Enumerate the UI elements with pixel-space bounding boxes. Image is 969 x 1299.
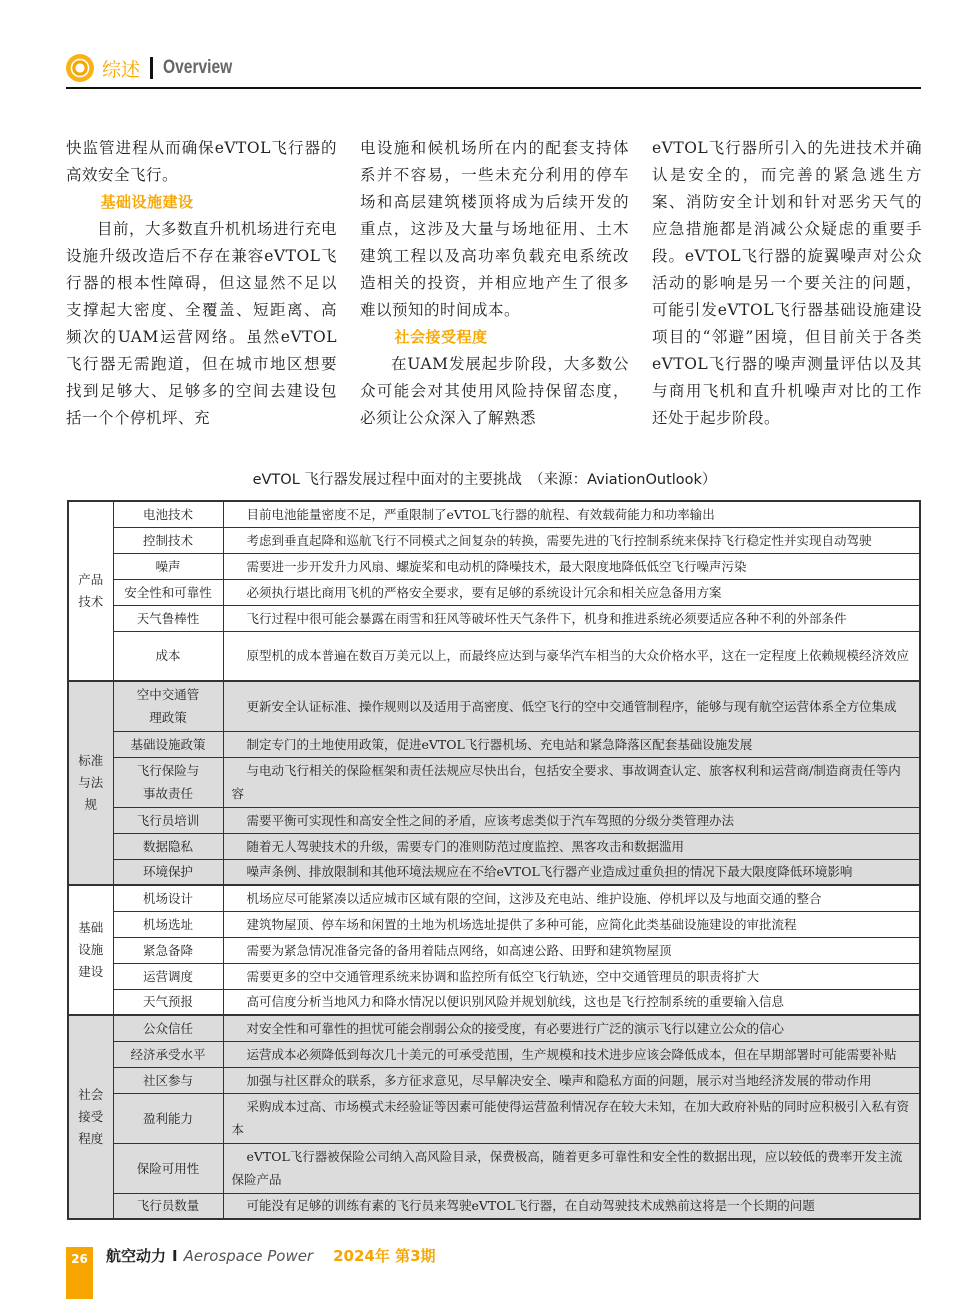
category-cell: 天气鲁棒性 bbox=[113, 605, 223, 631]
description-cell: 需要进一步开发升力风扇、螺旋桨和电动机的降噪技术，最大限度地降低低空飞行噪声污染 bbox=[223, 553, 920, 579]
paragraph: 快监管进程从而确保eVTOL飞行器的高效安全飞行。 bbox=[66, 139, 337, 184]
category-cell: 安全性和可靠性 bbox=[113, 579, 223, 605]
group-cell: 社会接受程度 bbox=[68, 1015, 113, 1219]
paragraph: 电设施和候机场所在内的配套支持体系并不容易，一些未充分利用的停车场和高层建筑楼顶将成为后续开发的重点，这涉及大量与场地征用、土木建筑工程以及高功率负载充电系统改造相关的投资，并相应地产生了很多难以预知的时间成本。 bbox=[360, 139, 629, 319]
table-row bbox=[68, 631, 920, 681]
category-cell: 空中交通管理政策 bbox=[113, 681, 223, 731]
category-cell: 紧急备降 bbox=[113, 937, 223, 963]
journal-sep: I bbox=[172, 1247, 178, 1265]
table-row bbox=[68, 527, 920, 553]
journal-name-en: Aerospace Power bbox=[183, 1247, 314, 1265]
section-header bbox=[66, 52, 248, 84]
group-cell: 基础设施建设 bbox=[68, 885, 113, 1015]
category-cell: 成本 bbox=[113, 631, 223, 681]
description-cell: 采购成本过高、市场模式未经验证等因素可能使得运营盈利情况存在较大未知，在加大政府补贴的同时应积极引入私有资本 bbox=[223, 1093, 920, 1143]
table-row bbox=[68, 553, 920, 579]
table-row bbox=[68, 1093, 920, 1143]
description-cell: 需要更多的空中交通管理系统来协调和监控所有低空飞行轨迹，空中交通管理员的职责将扩大 bbox=[223, 963, 920, 989]
challenges-table bbox=[67, 500, 921, 1220]
category-cell: 公众信任 bbox=[113, 1015, 223, 1041]
table-row bbox=[68, 757, 920, 807]
description-cell: 对安全性和可靠性的担忧可能会削弱公众的接受度，有必要进行广泛的演示飞行以建立公众的信心 bbox=[223, 1015, 920, 1041]
table-row bbox=[68, 501, 920, 527]
category-cell: 飞行员培训 bbox=[113, 807, 223, 833]
table-row bbox=[68, 833, 920, 859]
category-cell: 盈利能力 bbox=[113, 1093, 223, 1143]
description-cell: 建筑物屋顶、停车场和闲置的土地为机场选址提供了多种可能，应简化此类基础设施建设的审批流程 bbox=[223, 911, 920, 937]
category-cell: 控制技术 bbox=[113, 527, 223, 553]
description-cell: 考虑到垂直起降和巡航飞行不同模式之间复杂的转换，需要先进的飞行控制系统来保持飞行稳定性并实现自动驾驶 bbox=[223, 527, 920, 553]
text-column-2 bbox=[360, 135, 629, 432]
table-row bbox=[68, 1015, 920, 1041]
table-row bbox=[68, 1067, 920, 1093]
description-cell: 更新安全认证标准、操作规则以及适用于高密度、低空飞行的空中交通管制程序，能够与现有航空运营体系全方位集成 bbox=[223, 681, 920, 731]
table-row bbox=[68, 731, 920, 757]
description-cell: 机场应尽可能紧凑以适应城市区域有限的空间，这涉及充电站、维护设施、停机坪以及与地面交通的整合 bbox=[223, 885, 920, 911]
description-cell: 目前电池能量密度不足，严重限制了eVTOL飞行器的航程、有效载荷能力和功率输出 bbox=[223, 501, 920, 527]
category-cell: 飞行员数量 bbox=[113, 1193, 223, 1219]
description-cell: 原型机的成本普遍在数百万美元以上，而最终应达到与豪华汽车相当的大众价格水平，这在一定程度上依赖规模经济效应 bbox=[223, 631, 920, 681]
description-cell: 运营成本必须降低到每次几十美元的可承受范围，生产规模和技术进步应该会降低成本，但在早期部署时可能需要补贴 bbox=[223, 1041, 920, 1067]
category-cell: 基础设施政策 bbox=[113, 731, 223, 757]
table-row bbox=[68, 885, 920, 911]
table-row bbox=[68, 1193, 920, 1219]
table-row bbox=[68, 579, 920, 605]
category-cell: 保险可用性 bbox=[113, 1143, 223, 1193]
description-cell: 需要平衡可实现性和高安全性之间的矛盾，应该考虑类似于汽车驾照的分级分类管理办法 bbox=[223, 807, 920, 833]
description-cell: 飞行过程中很可能会暴露在雨雪和狂风等破坏性天气条件下，机身和推进系统必须要适应各种不利的外部条件 bbox=[223, 605, 920, 631]
text-column-1 bbox=[66, 135, 337, 432]
section-title-cn: 综述 bbox=[102, 58, 141, 81]
subheading: 社会接受程度 bbox=[394, 328, 488, 346]
category-cell: 电池技术 bbox=[113, 501, 223, 527]
table-row bbox=[68, 1041, 920, 1067]
table-row bbox=[68, 989, 920, 1015]
group-cell: 产品技术 bbox=[68, 501, 113, 681]
paragraph: eVTOL飞行器所引入的先进技术并确认是安全的，而完善的紧急逃生方案、消防安全计划和针对恶劣天气的应急措施都是消减公众疑虑的重要手段。eVTOL飞行器的旋翼噪声对公众活动的影响是另一个要关注的问题，可能引发eVTOL飞行器基础设施建设项目的“邻避”困境，但目前关于各类eVTOL飞行器的噪声测量评估以及其与商用飞机和直升机噪声对比的工作还处于起步阶段。 bbox=[652, 139, 922, 427]
category-cell: 机场选址 bbox=[113, 911, 223, 937]
table-title: eVTOL 飞行器发展过程中面对的主要挑战 （来源：AviationOutlook） bbox=[252, 472, 717, 488]
table-row bbox=[68, 681, 920, 731]
category-cell: 机场设计 bbox=[113, 885, 223, 911]
description-cell: 随着无人驾驶技术的升级，需要专门的准则防范过度监控、黑客攻击和数据滥用 bbox=[223, 833, 920, 859]
footer bbox=[106, 1245, 436, 1266]
group-cell: 标准与法规 bbox=[68, 681, 113, 885]
category-cell: 数据隐私 bbox=[113, 833, 223, 859]
subheading: 基础设施建设 bbox=[100, 193, 194, 211]
category-cell: 天气预报 bbox=[113, 989, 223, 1015]
description-cell: eVTOL飞行器被保险公司纳入高风险目录，保费极高，随着更多可靠性和安全性的数据出现，应以较低的费率开发主流保险产品 bbox=[223, 1143, 920, 1193]
category-cell: 飞行保险与事故责任 bbox=[113, 757, 223, 807]
description-cell: 制定专门的土地使用政策，促进eVTOL飞行器机场、充电站和紧急降落区配套基础设施发展 bbox=[223, 731, 920, 757]
category-cell: 运营调度 bbox=[113, 963, 223, 989]
table-row bbox=[68, 807, 920, 833]
description-cell: 加强与社区群众的联系，多方征求意见，尽早解决安全、噪声和隐私方面的问题，展示对当地经济发展的带动作用 bbox=[223, 1067, 920, 1093]
category-cell: 环境保护 bbox=[113, 859, 223, 885]
table-row bbox=[68, 1143, 920, 1193]
paragraph: 目前，大多数直升机机场进行充电设施升级改造后不存在兼容eVTOL飞行器的根本性障碍，但这显然不足以支撑起大密度、全覆盖、短距离、高频次的UAM运营网络。虽然eVTOL飞行器无需跑道，但在城市地区想要找到足够大、足够多的空间去建设包括一个个停机坪、充 bbox=[66, 220, 338, 427]
category-cell: 噪声 bbox=[113, 553, 223, 579]
description-cell: 噪声条例、排放限制和其他环境法规应在不给eVTOL飞行器产业造成过重负担的情况下最大限度降低环境影响 bbox=[223, 859, 920, 885]
section-title-en: Overview bbox=[163, 57, 233, 78]
description-cell: 必须执行堪比商用飞机的严格安全要求，要有足够的系统设计冗余和相关应急备用方案 bbox=[223, 579, 920, 605]
divider bbox=[150, 57, 153, 79]
paragraph: 在UAM发展起步阶段，大多数公众可能会对其使用风险持保留态度，必须让公众深入了解熟悉 bbox=[360, 355, 629, 427]
text-column-3 bbox=[652, 135, 922, 432]
table-row bbox=[68, 937, 920, 963]
description-cell: 可能没有足够的训练有素的飞行员来驾驶eVTOL飞行器，在自动驾驶技术成熟前这将是一个长期的问题 bbox=[223, 1193, 920, 1219]
journal-name-cn: 航空动力 bbox=[106, 1247, 167, 1265]
table-row bbox=[68, 605, 920, 631]
description-cell: 需要为紧急情况准备完备的备用着陆点网络，如高速公路、田野和建筑物屋顶 bbox=[223, 937, 920, 963]
header-rule bbox=[66, 87, 921, 89]
table-row bbox=[68, 911, 920, 937]
table-row bbox=[68, 963, 920, 989]
description-cell: 与电动飞行相关的保险框架和责任法规应尽快出台，包括安全要求、事故调查认定、旅客权利和运营商/制造商责任等内容 bbox=[223, 757, 920, 807]
category-cell: 社区参与 bbox=[113, 1067, 223, 1093]
table-row bbox=[68, 859, 920, 885]
sun-logo-icon bbox=[66, 54, 94, 82]
issue-label: 2024年 第3期 bbox=[333, 1247, 436, 1265]
description-cell: 高可信度分析当地风力和降水情况以便识别风险并规划航线，这也是飞行控制系统的重要输入信息 bbox=[223, 989, 920, 1015]
page-number: 26 bbox=[66, 1247, 93, 1299]
category-cell: 经济承受水平 bbox=[113, 1041, 223, 1067]
